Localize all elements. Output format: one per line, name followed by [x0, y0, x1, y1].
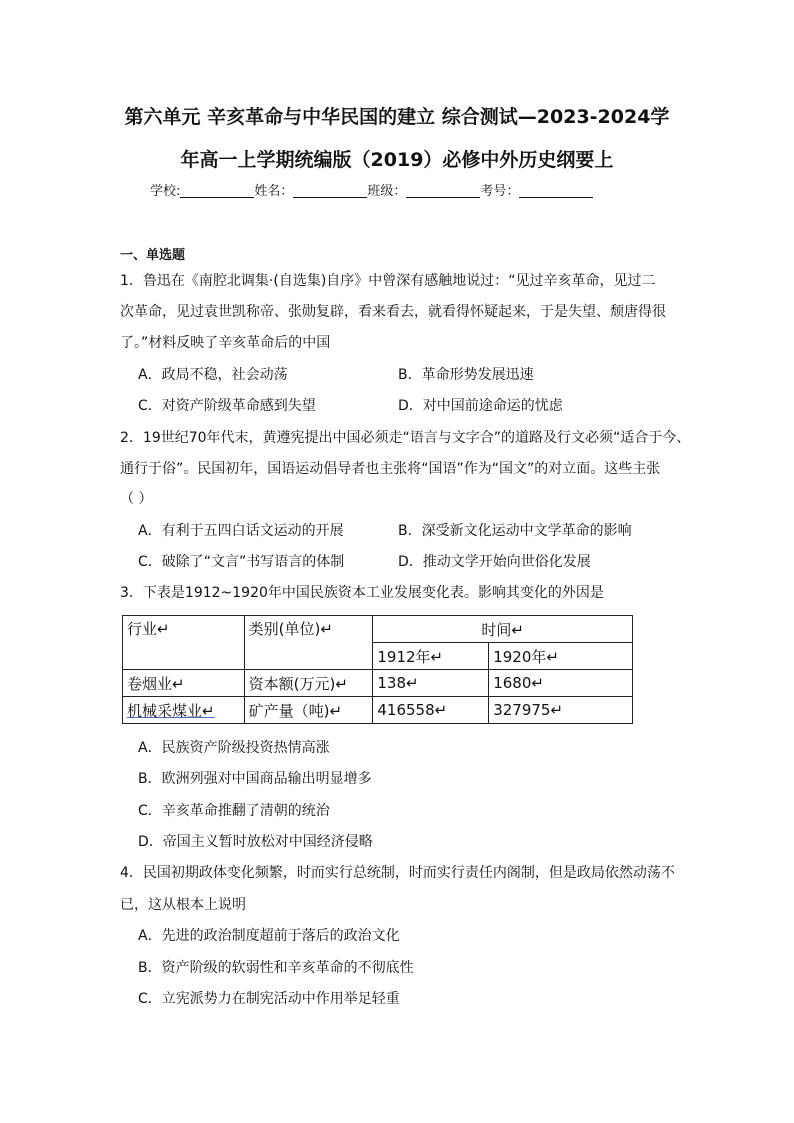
table-row — [123, 670, 633, 697]
q1-option-d: D．对中国前途命运的忧虑 — [398, 398, 563, 414]
q4-stem-line: 4．民国初期政体变化频繁，时而实行总统制，时而实行责任内阁制，但是政局依然动荡不 — [120, 865, 675, 881]
exam-no-label: 考号： — [480, 184, 520, 199]
q3-stem-line: 3．下表是1912~1920年中国民族资本工业发展变化表。影响其变化的外因是 — [120, 585, 604, 601]
cell-industry: 卷烟业↵ — [123, 670, 245, 697]
q1-option-b: B．革命形势发展迅速 — [398, 367, 534, 383]
q3-option-d: D．帝国主义暂时放松对中国经济侵略 — [138, 834, 373, 850]
cell-1920: 327975↵ — [489, 697, 633, 724]
header-time: 时间↵ — [373, 616, 633, 643]
exam-title-line-1: 第六单元 辛亥革命与中华民国的建立 综合测试—2023-2024学 — [124, 106, 670, 128]
cell-category: 资本额(万元)↵ — [244, 670, 373, 697]
q2-option-d: D．推动文学开始向世俗化发展 — [398, 554, 591, 570]
header-1912: 1912年↵ — [373, 643, 489, 670]
section-title: 一、单选题 — [120, 248, 186, 263]
q4-option-a: A．先进的政治制度超前于落后的政治文化 — [138, 928, 400, 944]
cell-1920: 1680↵ — [489, 670, 633, 697]
q2-option-b: B．深受新文化运动中文学革命的影响 — [398, 523, 632, 539]
q3-option-b: B．欧洲列强对中国商品输出明显增多 — [138, 771, 372, 787]
q2-stem-line: 通行于俗”。民国初年，国语运动倡导者也主张将“国语”作为“国文”的对立面。这些主张 — [120, 461, 661, 477]
student-info-row — [150, 180, 650, 199]
q1-stem-line: 1．鲁迅在《南腔北调集·(自选集)自序》中曾深有感触地说过：“见过辛亥革命，见过二 — [120, 273, 656, 289]
name-blank — [293, 185, 367, 198]
school-label: 学校: — [150, 184, 181, 199]
q1-stem-line: 了。”材料反映了辛亥革命后的中国 — [120, 335, 331, 351]
cell-industry: 机械采煤业↵ — [123, 697, 245, 724]
table-header-row — [123, 616, 633, 643]
q2-option-c: C．破除了“文言”书写语言的体制 — [138, 554, 345, 570]
header-category: 类别(单位)↵ — [244, 616, 373, 670]
class-label: 班级： — [367, 184, 407, 199]
q2-option-a: A．有利于五四白话文运动的开展 — [138, 523, 344, 539]
q3-option-c: C．辛亥革命推翻了清朝的统治 — [138, 803, 330, 819]
table-row — [123, 697, 633, 724]
q1-option-c: C．对资产阶级革命感到失望 — [138, 398, 316, 414]
exam-title-line-2: 年高一上学期统编版（2019）必修中外历史纲要上 — [180, 149, 614, 171]
q1-stem-line: 次革命，见过袁世凯称帝、张勋复辟，看来看去，就看得怀疑起来，于是失望、颓唐得很 — [120, 304, 666, 320]
name-label: 姓名： — [254, 184, 294, 199]
q2-stem-line: （ ） — [120, 491, 153, 507]
school-blank — [180, 185, 254, 198]
exam-no-blank — [519, 185, 593, 198]
q4-stem-line: 已，这从根本上说明 — [120, 897, 246, 913]
q4-option-b: B．资产阶级的软弱性和辛亥革命的不彻底性 — [138, 960, 414, 976]
class-blank — [406, 185, 480, 198]
cell-category: 矿产量（吨)↵ — [244, 697, 373, 724]
cell-1912: 416558↵ — [373, 697, 489, 724]
header-industry: 行业↵ — [123, 616, 245, 670]
industry-table — [122, 615, 633, 724]
q4-option-c: C．立宪派势力在制宪活动中作用举足轻重 — [138, 991, 400, 1007]
header-1920: 1920年↵ — [489, 643, 633, 670]
q2-stem-line: 2．19世纪70年代末，黄遵宪提出中国必须走“语言与文字合”的道路及行文必须“适合于今、 — [120, 430, 691, 446]
cell-1912: 138↵ — [373, 670, 489, 697]
q3-option-a: A．民族资产阶级投资热情高涨 — [138, 740, 330, 756]
q1-option-a: A．政局不稳，社会动荡 — [138, 367, 288, 383]
